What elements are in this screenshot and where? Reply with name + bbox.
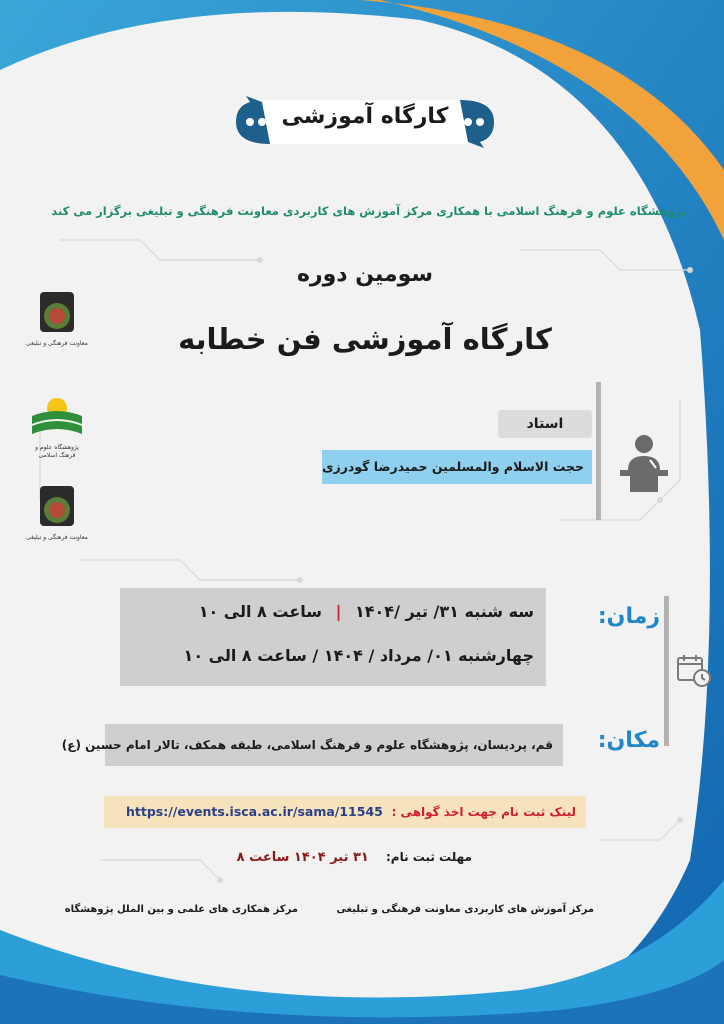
badge-title: کارگاه آموزشی	[281, 104, 449, 129]
deadline-value: ۳۱ تیر ۱۴۰۴ ساعت ۸	[236, 850, 369, 865]
instructor-label: استاد	[526, 416, 564, 432]
registration-deadline	[228, 846, 472, 868]
time-line-1	[132, 602, 534, 621]
place-label: مکان:	[597, 728, 660, 753]
time-line-1-hours: ساعت ۸ الی ۱۰	[198, 602, 322, 621]
instructor-divider	[596, 382, 601, 520]
calendar-clock-icon	[676, 652, 712, 688]
time-separator: |	[335, 602, 342, 621]
time-box	[120, 588, 546, 686]
place-text: قم، پردیسان، پژوهشگاه علوم و فرهنگ اسلامی، طبقه همکف، تالار امام حسین (ع)	[61, 738, 553, 752]
place-box	[61, 724, 563, 766]
seal-logo-icon	[26, 484, 88, 530]
seal-logo-icon	[26, 290, 88, 336]
logo-2	[26, 394, 88, 460]
instructor-name-box	[322, 450, 592, 484]
logo-2-caption: پژوهشگاه علوم و فرهنگ اسلامی	[35, 444, 79, 459]
time-line-1-date: سه شنبه ۳۱/ تیر /۱۴۰۴	[355, 602, 534, 621]
deadline-label: مهلت ثبت نام:	[385, 850, 472, 864]
instructor-name: حجت الاسلام والمسلمین حمیدرضا گودرزی	[322, 459, 584, 474]
sponsor-line: پژوهشگاه علوم و فرهنگ اسلامی با همکاری مرکز آموزش های کاربردی معاونت فرهنگی و تبلیغی برگزار می کند	[51, 204, 686, 218]
footer-left-org: مرکز همکاری های علمی و بین الملل پژوهشگاه	[64, 904, 298, 915]
registration-link-label: لینک ثبت نام جهت اخذ گواهی :	[391, 805, 576, 819]
speaker-podium-icon	[616, 432, 672, 494]
instructor-label-box	[498, 410, 592, 438]
course-title: کارگاه آموزشی فن خطابه	[178, 322, 552, 356]
registration-link-box	[104, 796, 586, 828]
workshop-badge	[232, 96, 498, 148]
logo-1-caption: معاونت فرهنگی و تبلیغی	[26, 340, 88, 347]
time-label: زمان:	[597, 604, 660, 629]
schedule-divider	[664, 596, 669, 746]
logo-3-caption: معاونت فرهنگی و تبلیغی	[26, 534, 88, 541]
footer-right-org: مرکز آموزش های کاربردی معاونت فرهنگی و تبلیغی	[336, 904, 594, 915]
logo-1	[26, 290, 88, 360]
course-round: سومین دوره	[296, 262, 434, 287]
book-logo-icon	[26, 394, 88, 440]
time-line-2: چهارشنبه ۰۱/ مرداد / ۱۴۰۴ / ساعت ۸ الی ۱۰	[183, 646, 534, 665]
logo-3	[26, 484, 88, 556]
registration-link[interactable]: https://events.isca.ac.ir/sama/11545	[126, 804, 383, 819]
